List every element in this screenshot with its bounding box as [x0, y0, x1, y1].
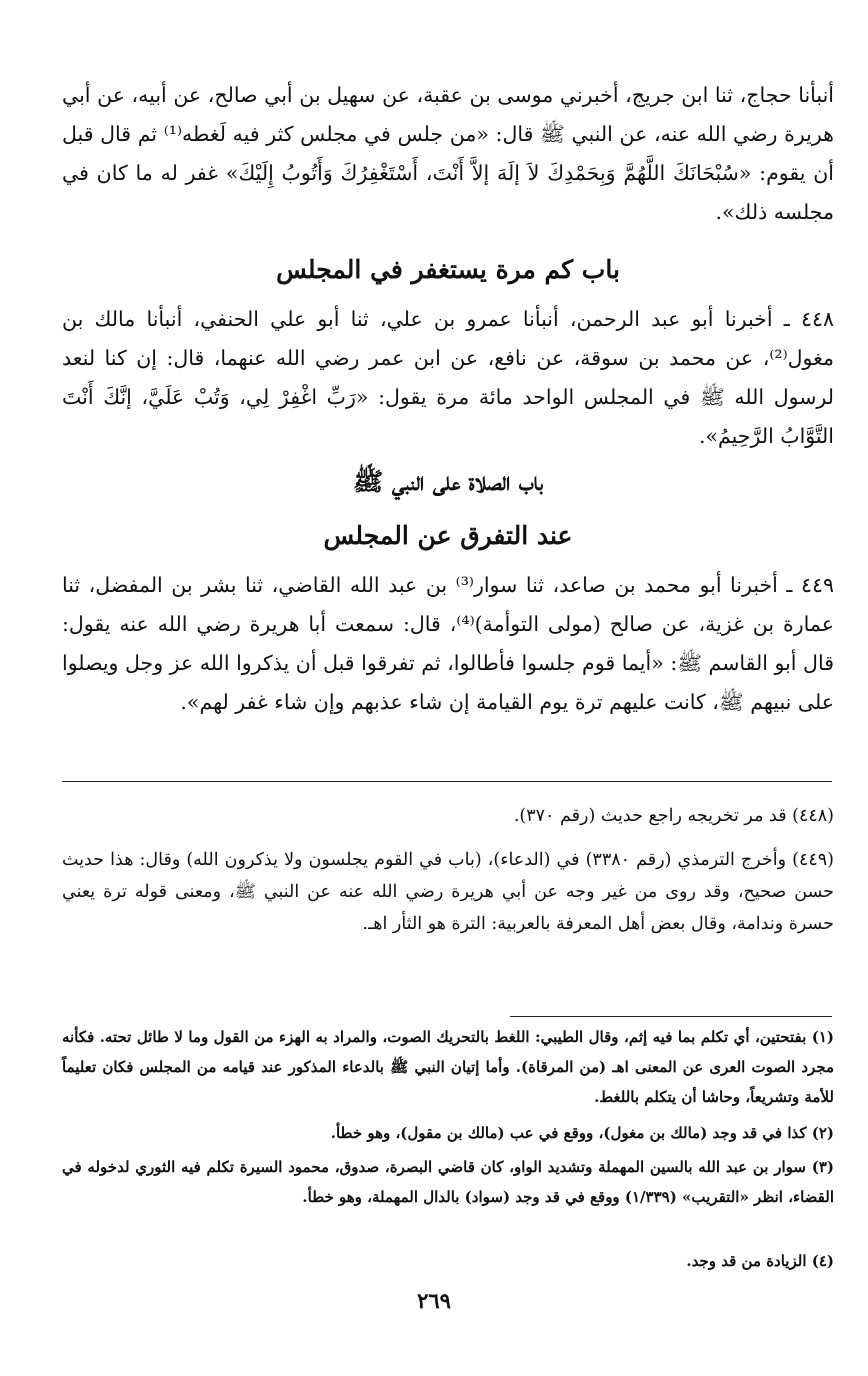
- footnote-4: (٤) الزيادة من قد وجد.: [686, 1252, 834, 1270]
- hadith-449-text: ٤٤٩ ـ أخبرنا أبو محمد بن صاعد، ثنا سوار⁽³⁾ بن عبد الله القاضي، ثنا بشر بن المفضل، ثنا عمارة بن غزية، عن صالح (مولى التوأمة)⁽⁴⁾، قال: سمعت أبا هريرة رضي الله عنه يقول: قال أبو القاسم ﷺ: «أيما قوم جلسوا فأطالوا، ثم تفرقوا قبل أن يذكروا الله عز وجل ويصلوا على نبيهم ﷺ، كانت عليهم ترة يوم القيامة إن شاء عذبهم وإن شاء غفر لهم».: [62, 573, 834, 714]
- hadith-continuation-text: أنبأنا حجاج، ثنا ابن جريج، أخبرني موسى بن عقبة، عن سهيل بن أبي صالح، عن أبيه، عن أبي هريرة رضي الله عنه، عن النبي ﷺ قال: «من جلس في مجلس كثر فيه لَغطه⁽¹⁾ ثم قال قبل أن يقوم: «سُبْحَانَكَ اللَّهُمَّ وَبِحَمْدِكَ لاَ إلَهَ إلاَّ أَنْتَ، أَسْتَغْفِرُكَ وَأَتُوبُ إِلَيْكَ» غفر له ما كان في مجلسه ذلك».: [62, 83, 834, 224]
- page-number: ٢٦٩: [417, 1288, 451, 1313]
- footnotes-divider: [510, 1016, 832, 1017]
- takhrij-divider: [62, 781, 832, 782]
- hadith-448-text: ٤٤٨ ـ أخبرنا أبو عبد الرحمن، أنبأنا عمرو بن علي، ثنا أبو علي الحنفي، أنبأنا مالك بن مغول⁽²⁾، عن محمد بن سوقة، عن نافع، عن ابن عمر رضي الله عنهما، قال: إن كنا لنعد لرسول الله ﷺ في المجلس الواحد مائة مرة يقول: «رَبِّ اغْفِرْ لِي، وَتُبْ عَلَيَّ، إنَّكَ أَنْتَ التَّوَّابُ الرَّحِيمُ».: [62, 307, 834, 448]
- chapter-heading-salat-subtitle: عند التفرق عن المجلس: [323, 521, 573, 550]
- takhrij-note-448: (٤٤٨) قد مر تخريجه راجع حديث (رقم ٣٧٠).: [513, 806, 834, 826]
- footnote-2: (٢) كذا في قد وجد (مالك بن مغول)، ووقع في عب (مالك بن مقول)، وهو خطأ.: [330, 1124, 834, 1142]
- chapter-heading-salat-title: باب الصلاة على النبي ﷺ: [352, 467, 544, 496]
- chapter-heading-istighfar: باب كم مرة يستغفر في المجلس: [276, 255, 620, 284]
- footnote-1: (١) بفتحتين، أي تكلم بما فيه إثم، وقال الطيبي: اللغط بالتحريك الصوت، والمراد به الهزء من القول وما لا طائل تحته. فكأنه مجرد الصوت العرى عن المعنى اهـ (من المرقاة). وأما إتيان النبي ﷺ بالدعاء المذكور عند قيامه من المجلس فكان تعليماً للأمة وتشريعاً، وحاشا أن يتكلم باللغط.: [62, 1028, 834, 1106]
- takhrij-note-449: (٤٤٩) وأخرج الترمذي (رقم ٣٣٨٠) في (الدعاء)، (باب في القوم يجلسون ولا يذكرون الله) وقال: هذا حديث حسن صحيح، وقد روى من غير وجه عن أبي هريرة رضي الله عنه عن النبي ﷺ، ومعنى قوله ترة يعني حسرة وندامة، وقال بعض أهل المعرفة بالعربية: الترة هو الثأر اهـ.: [62, 850, 834, 934]
- footnote-3: (٣) سوار بن عبد الله بالسين المهملة وتشديد الواو، كان قاضي البصرة، صدوق، محمود السيرة تكلم فيه الثوري لدخوله في القضاء، انظر «التقريب» (١/٣٣٩) ووقع في قد وجد (سواد) بالدال المهملة، وهو خطأ.: [62, 1158, 834, 1206]
